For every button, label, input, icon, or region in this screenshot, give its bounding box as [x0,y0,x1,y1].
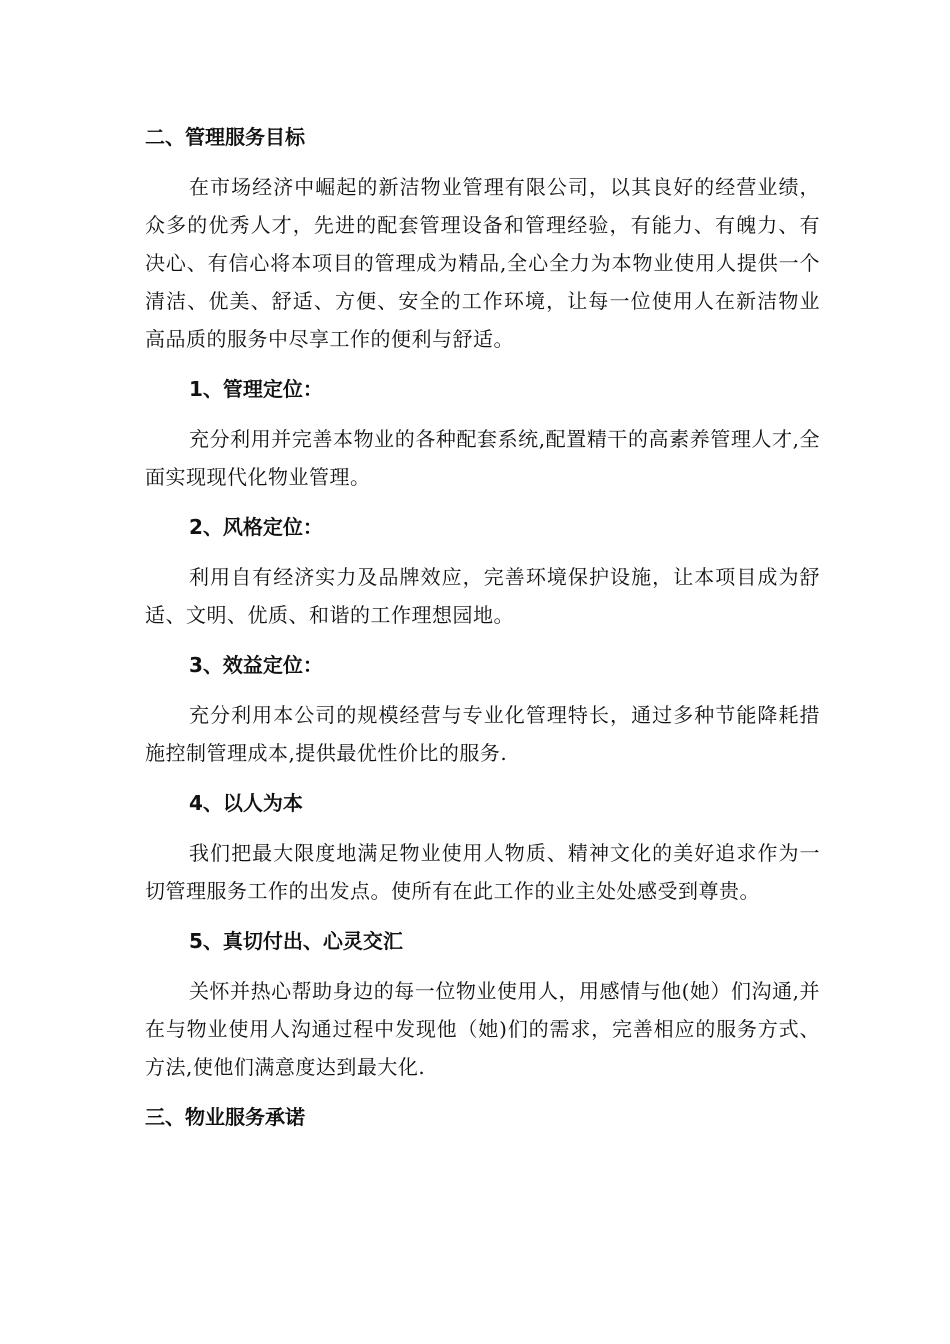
subheading-sincere-dedication: 5、真切付出、心灵交汇 [189,929,403,953]
intro-paragraph: 在市场经济中崛起的新洁物业管理有限公司，以其良好的经营业绩，众多的优秀人才，先进的配套管理设备和管理经验，有能力、有魄力、有决心、有信心将本项目的管理成为精品,全心全力为本物业使用人提供一个清洁、优美、舒适、方便、安全的工作环境，让每一位使用人在新洁物业高品质的服务中尽享工作的便利与舒适。 [145,175,820,351]
document-body [145,118,820,1148]
paragraph-style-positioning: 利用自有经济实力及品牌效应，完善环境保护设施，让本项目成为舒适、文明、优质、和谐的工作理想园地。 [145,565,820,627]
paragraph-benefit-positioning: 充分利用本公司的规模经营与专业化管理特长，通过多种节能降耗措施控制管理成本,提供最优性价比的服务. [145,703,820,765]
subheading-management-positioning: 1、管理定位： [189,377,323,401]
paragraph-management-positioning: 充分利用并完善本物业的各种配套系统,配置精干的高素养管理人才,全面实现现代化物业管理。 [145,427,820,489]
subheading-people-oriented: 4、以人为本 [189,791,303,815]
paragraph-sincere-dedication: 关怀并热心帮助身边的每一位物业使用人，用感情与他(她）们沟通,并在与物业使用人沟通过程中发现他（她)们的需求，完善相应的服务方式、方法,使他们满意度达到最大化. [145,979,820,1079]
section-heading-goals: 二、管理服务目标 [145,125,305,149]
subheading-style-positioning: 2、风格定位： [189,515,323,539]
section-heading-commitment: 三、物业服务承诺 [145,1105,305,1129]
paragraph-people-oriented: 我们把最大限度地满足物业使用人物质、精神文化的美好追求作为一切管理服务工作的出发点。使所有在此工作的业主处处感受到尊贵。 [145,841,820,903]
subheading-benefit-positioning: 3、效益定位： [189,653,323,677]
